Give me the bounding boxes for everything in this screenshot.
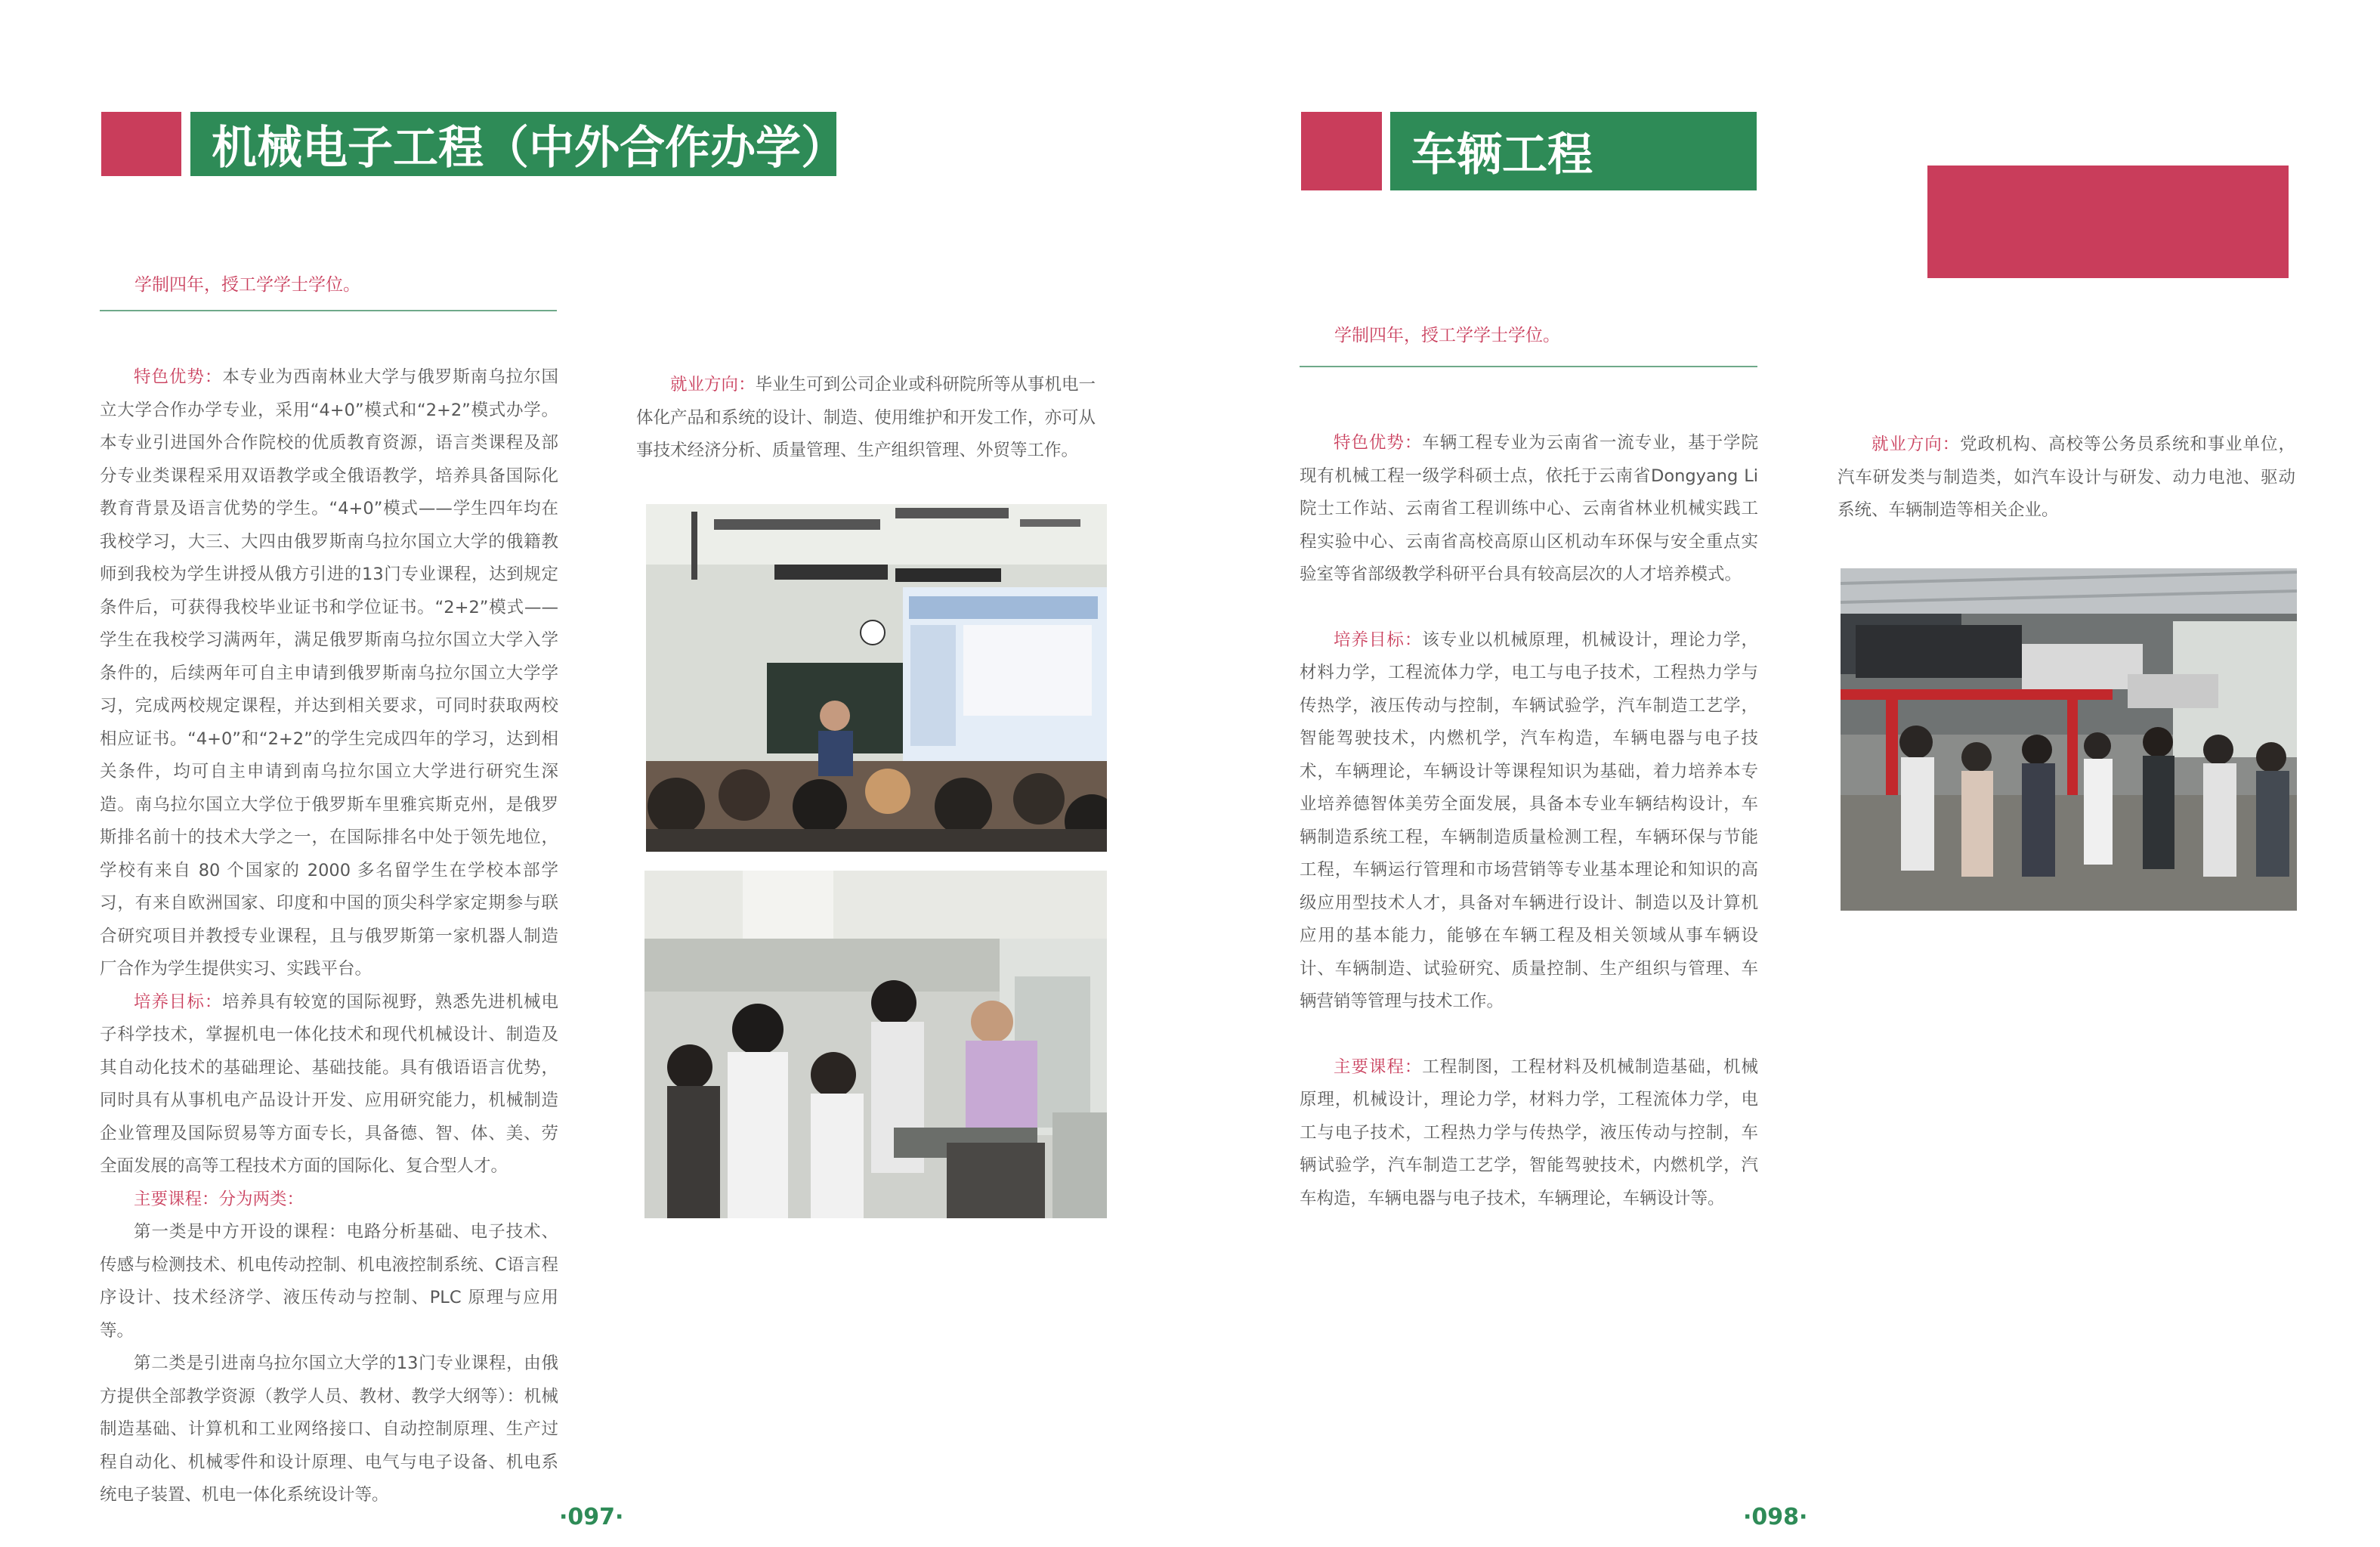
left-goal-text: 培养具有较宽的国际视野，熟悉先进机械电子科学技术，掌握机电一体化技术和现代机械设计、制造及其自动化技术的基础理论、基础技能。具有俄语语言优势，同时具有从事机电产品设计开发、应用研究能力，机械制造企业管理及国际贸易等方面专长，具备德、智、体、美、劳全面发展的高等工程技术方面的国际化、复合型人才。 [100, 992, 558, 1176]
lab-session-illustration [644, 871, 1107, 1218]
right-goal-paragraph [1300, 624, 1758, 1019]
right-career-column [1838, 429, 2295, 528]
right-divider [1300, 366, 1757, 367]
right-spacer-1 [1300, 592, 1758, 624]
right-subtitle: 学制四年，授工学学士学位。 [1334, 326, 1560, 345]
left-goal-label: 培养目标： [134, 992, 223, 1012]
left-career-paragraph [636, 369, 1096, 468]
right-course-text: 工程制图，工程材料及机械制造基础，机械原理，机械设计，理论力学，材料力学，工程流体力学，电工与电子技术，工程热力学与传热学，液压传动与控制，车辆试验学，汽车制造工艺学，智能驾驶技术，内燃机学，汽车构造，车辆电器与电子技术，车辆理论，车辆设计等。 [1300, 1057, 1758, 1208]
right-feature-paragraph [1300, 427, 1758, 592]
right-title-bar [1390, 112, 1757, 190]
left-course-text-2: 第二类是引进南乌拉尔国立大学的13门专业课程，由俄方提供全部教学资源（教学人员、教材、教学大纲等）：机械制造基础、计算机和工业网络接口、自动控制原理、生产过程自动化、机械零件和设计原理、电气与电子设备、机电系统电子装置、机电一体化系统设计等。 [100, 1354, 558, 1505]
left-title-bar [190, 112, 846, 176]
left-career-label: 就业方向： [670, 375, 756, 394]
left-goal-paragraph [100, 986, 558, 1183]
right-title-pink-block [1301, 112, 1382, 190]
left-title-pink-block [101, 112, 181, 176]
left-course-paragraph [100, 1183, 558, 1217]
right-career-text: 党政机构、高校等公务员系统和事业单位，汽车研发类与制造类，如汽车设计与研发、动力电池、驱动系统、车辆制造等相关企业。 [1838, 435, 2295, 520]
left-feature-text: 本专业为西南林业大学与俄罗斯南乌拉尔国立大学合作办学专业，采用“4+0”模式和“2+2”模式办学。本专业引进国外合作院校的优质教育资源，语言类课程及部分专业类课程采用双语教学或全俄语教学，培养具备国际化教育背景及语言优势的学生。“4+0”模式——学生四年均在我校学习，大三、大四由俄罗斯南乌拉尔国立大学的俄籍教师到我校为学生讲授从俄方引进的13门专业课程，达到规定条件后，可获得我校毕业证书和学位证书。“2+2”模式——学生在我校学习满两年，满足俄罗斯南乌拉尔国立大学入学条件的，后续两年可自主申请到俄罗斯南乌拉尔国立大学学习，完成两校规定课程，并达到相关要求，可同时获取两校相应证书。“4+0”和“2+2”的学生完成四年的学习，达到相关条件，均可自主申请到南乌拉尔国立大学进行研究生深造。南乌拉尔国立大学位于俄罗斯车里雅宾斯克州，是俄罗斯排名前十的技术大学之一，在国际排名中处于领先地位，学校有来自 80 个国家的 2000 多名留学生在学校本部学习，有来自欧洲国家、印度和中国的顶尖科学家定期参与联合研究项目并教授专业课程，且与俄罗斯第一家机器人制造厂合作为学生提供实习、实践平台。 [100, 367, 558, 979]
right-goal-text: 该专业以机械原理，机械设计，理论力学，材料力学，工程流体力学，电工与电子技术，工程热力学与传热学，液压传动与控制，车辆试验学，汽车制造工艺学，智能驾驶技术，内燃机学，汽车构造，车辆电器与电子技术，车辆理论，车辆设计等课程知识为基础，着力培养本专业培养德智体美劳全面发展，具备本专业车辆结构设计，车辆制造系统工程，车辆制造质量检测工程，车辆环保与节能工程，车辆运行管理和市场营销等专业基本理论和知识的高级应用型技术人才，具备对车辆进行设计、制造以及计算机应用的基本能力，能够在车辆工程及相关领域从事车辆设计、车辆制造、试验研究、质量控制、生产组织与管理、车辆营销等管理与技术工作。 [1300, 630, 1758, 1011]
left-career-column [636, 369, 1096, 468]
right-career-label: 就业方向： [1872, 435, 1961, 454]
left-feature-label: 特色优势： [134, 367, 223, 387]
left-subtitle: 学制四年，授工学学士学位。 [134, 275, 360, 295]
left-page-title: 机械电子工程（中外合作办学） [212, 121, 846, 175]
left-course-text-1: 第一类是中方开设的课程：电路分析基础、电子技术、传感与检测技术、机电传动控制、机电液控制系统、C语言程序设计、技术经济学、液压传动与控制、PLC 原理与应用等。 [100, 1222, 558, 1341]
vehicle-workshop-illustration [1841, 568, 2297, 911]
right-career-paragraph [1838, 429, 2295, 528]
classroom-lecture-illustration [646, 504, 1107, 852]
left-text-column [100, 361, 558, 1512]
left-page-number: ·097· [559, 1504, 624, 1530]
left-divider [100, 310, 557, 311]
classroom-lecture-photo [646, 504, 1107, 852]
left-career-text: 毕业生可到公司企业或科研院所等从事机电一体化产品和系统的设计、制造、使用维护和开发工作，亦可从事技术经济分析、质量管理、生产组织管理、外贸等工作。 [636, 375, 1096, 460]
right-course-label: 主要课程： [1334, 1057, 1423, 1077]
left-feature-paragraph [100, 361, 558, 986]
lab-session-photo [644, 871, 1107, 1218]
right-page-number: ·098· [1743, 1504, 1808, 1530]
right-course-paragraph [1300, 1051, 1758, 1216]
right-feature-text: 车辆工程专业为云南省一流专业，基于学院现有机械工程一级学科硕士点，依托于云南省Dongyang Li院士工作站、云南省工程训练中心、云南省林业机械实践工程实验中心、云南省高校高原山区机动车环保与安全重点实验室等省部级教学科研平台具有较高层次的人才培养模式。 [1300, 433, 1758, 584]
right-text-column [1300, 427, 1758, 1215]
right-page-title: 车辆工程 [1411, 128, 1593, 181]
right-spacer-2 [1300, 1019, 1758, 1051]
left-course-label: 主要课程：分为两类： [134, 1189, 304, 1209]
vehicle-workshop-photo [1841, 568, 2297, 911]
right-decor-pink-block [1927, 166, 2289, 278]
right-goal-label: 培养目标： [1334, 630, 1423, 650]
right-feature-label: 特色优势： [1334, 433, 1423, 453]
